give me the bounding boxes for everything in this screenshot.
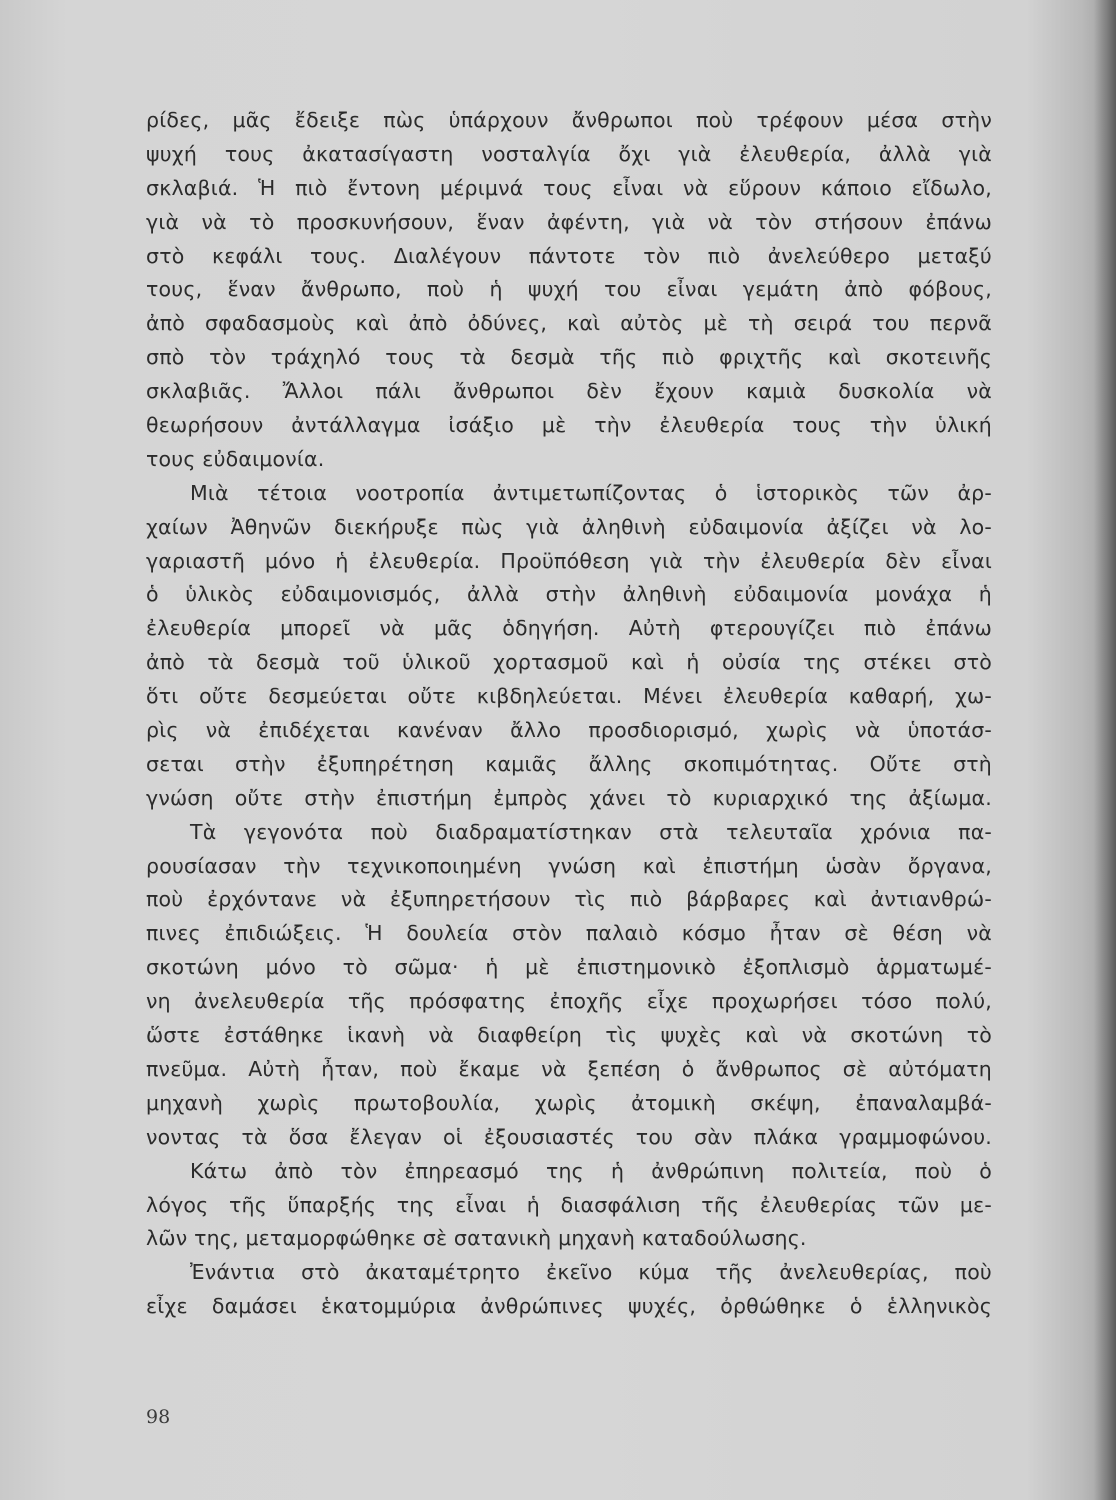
text-line: χαίων Ἀθηνῶν διεκήρυξε πὼς γιὰ ἀληθινὴ εὐδαιμονία ἀξίζει νὰ λο- (146, 514, 992, 539)
text-line: τους, ἕναν ἄνθρωπο, ποὺ ἡ ψυχή του εἶναι γεμάτη ἀπὸ φόβους, (146, 277, 992, 302)
text-line: λόγος τῆς ὕπαρξής της εἶναι ἡ διασφάλιση τῆς ἐλευθερίας τῶν με- (146, 1192, 992, 1217)
text-line: λῶν της, μεταμορφώθηκε σὲ σατανικὴ μηχανὴ καταδούλωσης. (146, 1226, 807, 1251)
page-number: 98 (146, 1406, 171, 1428)
text-line: τους εὐδαιμονία. (146, 446, 325, 471)
text-line: σκλαβιᾶς. Ἄλλοι πάλι ἄνθρωποι δὲν ἔχουν καμιὰ δυσκολία νὰ (146, 379, 992, 404)
text-line: σεται στὴν ἐξυπηρέτηση καμιᾶς ἄλλης σκοπιμότητας. Οὔτε στὴ (146, 751, 992, 776)
text-line: γιὰ νὰ τὸ προσκυνήσουν, ἕναν ἀφέντη, γιὰ νὰ τὸν στήσουν ἐπάνω (146, 209, 992, 234)
text-line: μηχανὴ χωρὶς πρωτοβουλία, χωρὶς ἀτομικὴ σκέψη, ἐπαναλαμβά- (146, 1090, 992, 1115)
text-line: γνώση οὔτε στὴν ἐπιστήμη ἐμπρὸς χάνει τὸ κυριαρχικό της ἀξίωμα. (146, 785, 992, 810)
text-line: ἀπὸ τὰ δεσμὰ τοῦ ὑλικοῦ χορτασμοῦ καὶ ἡ οὐσία της στέκει στὸ (146, 650, 992, 675)
text-line: ἐλευθερία μπορεῖ νὰ μᾶς ὁδηγήση. Αὐτὴ φτερουγίζει πιὸ ἐπάνω (146, 616, 992, 641)
text-line: θεωρήσουν ἀντάλλαγμα ἰσάξιο μὲ τὴν ἐλευθερία τους τὴν ὑλική (146, 413, 992, 438)
body-text (146, 104, 992, 1324)
text-line: γαριαστῆ μόνο ἡ ἐλευθερία. Προϋπόθεση γιὰ τὴν ἐλευθερία δὲν εἶναι (146, 548, 992, 573)
text-line: σκλαβιά. Ἡ πιὸ ἔντονη μέριμνά τους εἶναι νὰ εὕρουν κάποιο εἴδωλο, (146, 175, 992, 200)
text-line: πνεῦμα. Αὐτὴ ἦταν, ποὺ ἔκαμε νὰ ξεπέση ὁ ἄνθρωπος σὲ αὐτόματη (146, 1056, 992, 1081)
text-line: ποὺ ἐρχόντανε νὰ ἐξυπηρετήσουν τὶς πιὸ βάρβαρες καὶ ἀντιανθρώ- (146, 887, 992, 912)
text-line: πινες ἐπιδιώξεις. Ἡ δουλεία στὸν παλαιὸ κόσμο ἦταν σὲ θέση νὰ (146, 921, 992, 946)
text-line: ρὶς νὰ ἐπιδέχεται κανέναν ἄλλο προσδιορισμό, χωρὶς νὰ ὑποτάσ- (146, 718, 992, 743)
text-line: Μιὰ τέτοια νοοτροπία ἀντιμετωπίζοντας ὁ ἱστορικὸς τῶν ἀρ- (190, 480, 992, 505)
text-line: ψυχή τους ἀκατασίγαστη νοσταλγία ὄχι γιὰ ἐλευθερία, ἀλλὰ γιὰ (146, 141, 992, 166)
text-line: νοντας τὰ ὅσα ἔλεγαν οἱ ἐξουσιαστές του σὰν πλάκα γραμμοφώνου. (146, 1124, 992, 1149)
text-line: ρίδες, μᾶς ἔδειξε πὼς ὑπάρχουν ἄνθρωποι ποὺ τρέφουν μέσα στὴν (146, 108, 992, 132)
text-line: ἀπὸ σφαδασμοὺς καὶ ἀπὸ ὀδύνες, καὶ αὐτὸς μὲ τὴ σειρά του περνᾶ (146, 311, 992, 336)
text-line: σπὸ τὸν τράχηλό τους τὰ δεσμὰ τῆς πιὸ φριχτῆς καὶ σκοτεινῆς (146, 345, 992, 370)
text-line: ὅτι οὔτε δεσμεύεται οὔτε κιβδηλεύεται. Μένει ἐλευθερία καθαρή, χω- (146, 684, 992, 709)
page-edge-shadow (1094, 0, 1116, 1500)
text-line: ρουσίασαν τὴν τεχνικοποιημένη γνώση καὶ ἐπιστήμη ὡσὰν ὄργανα, (146, 853, 992, 878)
text-line: εἶχε δαμάσει ἑκατομμύρια ἀνθρώπινες ψυχές, ὀρθώθηκε ὁ ἑλληνικὸς (146, 1294, 992, 1319)
text-line: Ἐνάντια στὸ ἀκαταμέτρητο ἐκεῖνο κύμα τῆς ἀνελευθερίας, ποὺ (190, 1260, 992, 1285)
text-line: Τὰ γεγονότα ποὺ διαδραματίστηκαν στὰ τελευταῖα χρόνια πα- (190, 819, 992, 844)
text-line: στὸ κεφάλι τους. Διαλέγουν πάντοτε τὸν πιὸ ἀνελεύθερο μεταξύ (146, 243, 992, 268)
text-line: νη ἀνελευθερία τῆς πρόσφατης ἐποχῆς εἶχε προχωρήσει τόσο πολύ, (146, 989, 992, 1014)
text-line: σκοτώνη μόνο τὸ σῶμα· ἡ μὲ ἐπιστημονικὸ ἐξοπλισμὸ ἁρματωμέ- (146, 955, 992, 980)
text-line: ὥστε ἐστάθηκε ἱκανὴ νὰ διαφθείρη τὶς ψυχὲς καὶ νὰ σκοτώνη τὸ (146, 1023, 992, 1048)
text-line: ὁ ὑλικὸς εὐδαιμονισμός, ἀλλὰ στὴν ἀληθινὴ εὐδαιμονία μονάχα ἡ (146, 582, 992, 607)
text-line: Κάτω ἀπὸ τὸν ἐπηρεασμό της ἡ ἀνθρώπινη πολιτεία, ποὺ ὁ (190, 1158, 992, 1183)
